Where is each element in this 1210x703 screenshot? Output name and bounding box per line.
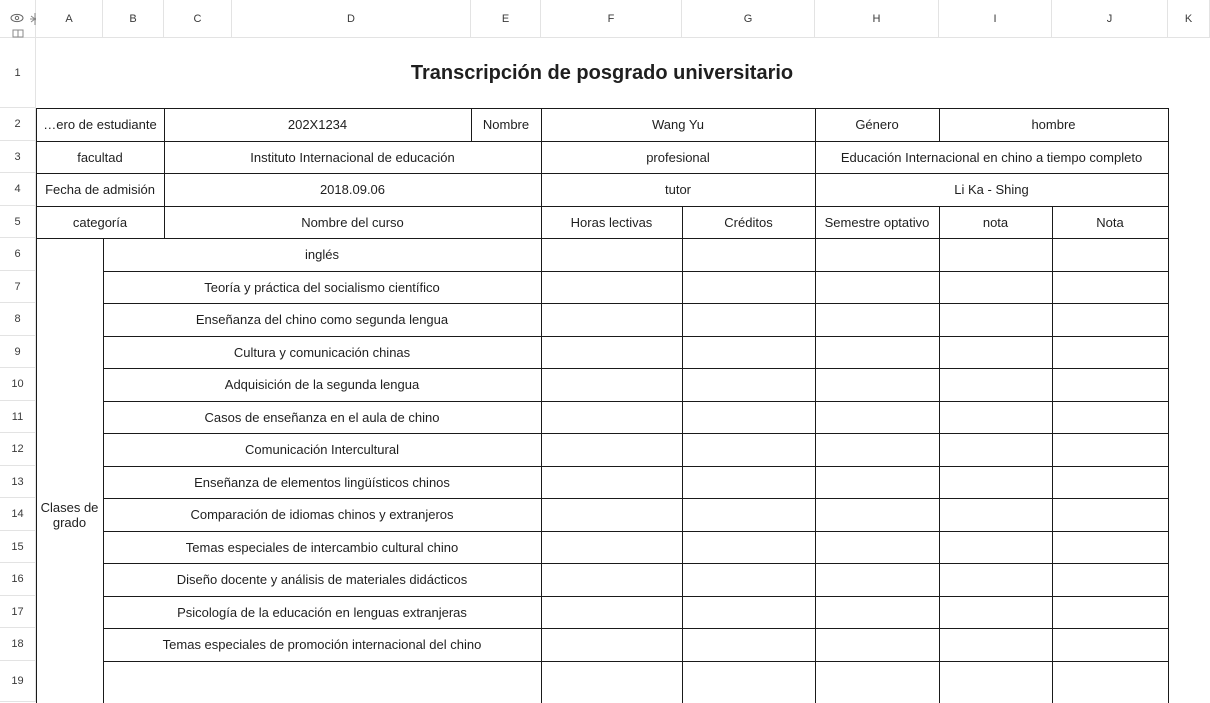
header-category[interactable]: categoría — [72, 214, 128, 230]
course-semester-cell[interactable] — [815, 368, 939, 401]
course-semester-cell[interactable] — [815, 661, 939, 702]
course-credits-cell[interactable] — [682, 531, 815, 563]
row-header-2[interactable]: 2 — [0, 108, 36, 141]
row-header-1[interactable]: 1 — [0, 38, 36, 108]
course-grade-cell[interactable] — [939, 336, 1052, 368]
course-grade-cell[interactable] — [939, 563, 1052, 596]
row-header-18[interactable]: 18 — [0, 628, 36, 661]
course-semester-cell[interactable] — [815, 303, 939, 336]
border-line — [939, 206, 940, 703]
column-header-c[interactable]: C — [164, 0, 232, 38]
border-line — [36, 238, 1169, 239]
course-credits-cell[interactable] — [682, 401, 815, 433]
border-line — [541, 108, 542, 703]
student-number-label[interactable]: …ero de estudiante — [43, 117, 157, 132]
course-name-cell[interactable]: Enseñanza del chino como segunda lengua — [195, 312, 449, 327]
border-line — [103, 368, 1169, 369]
header-course[interactable]: Nombre del curso — [301, 214, 404, 230]
course-grade-final-cell[interactable] — [1052, 336, 1168, 368]
course-grade-final-cell[interactable] — [1052, 368, 1168, 401]
border-line — [103, 466, 1169, 467]
course-grade-cell[interactable] — [939, 303, 1052, 336]
row-header-3[interactable]: 3 — [0, 141, 36, 173]
course-hours-cell[interactable] — [541, 368, 682, 401]
border-line — [103, 336, 1169, 337]
row-header-4[interactable]: 4 — [0, 173, 36, 206]
border-line — [103, 433, 1169, 434]
row-header-10[interactable]: 10 — [0, 368, 36, 401]
border-line — [1052, 206, 1053, 703]
course-credits-cell[interactable] — [682, 498, 815, 531]
course-name-cell[interactable]: Temas especiales de promoción internacional del chino — [162, 637, 482, 652]
course-grade-final-cell[interactable] — [1052, 401, 1168, 433]
course-hours-cell[interactable] — [541, 563, 682, 596]
title-cell[interactable]: Transcripción de posgrado universitario — [410, 61, 794, 84]
course-name-cell[interactable]: Comunicación Intercultural — [245, 442, 399, 457]
student-number-value[interactable]: 202X1234 — [287, 117, 348, 132]
course-hours-cell[interactable] — [541, 238, 682, 271]
border-line — [471, 108, 472, 142]
course-grade-cell[interactable] — [939, 498, 1052, 531]
border-line — [164, 108, 165, 239]
course-credits-cell[interactable] — [682, 661, 815, 702]
border-line — [103, 238, 104, 703]
name-value[interactable]: Wang Yu — [651, 117, 705, 132]
course-hours-cell[interactable] — [541, 401, 682, 433]
course-grade-cell[interactable] — [939, 433, 1052, 466]
border-line — [682, 206, 683, 703]
admission-label[interactable]: Fecha de admisión — [45, 182, 155, 197]
course-grade-cell[interactable] — [939, 401, 1052, 433]
course-name-cell[interactable]: Cultura y comunicación chinas — [233, 344, 411, 360]
course-semester-cell[interactable] — [815, 466, 939, 498]
freeze-rows-icon[interactable] — [12, 29, 24, 38]
course-hours-cell[interactable] — [541, 271, 682, 303]
course-credits-cell[interactable] — [682, 368, 815, 401]
course-name-cell[interactable]: Adquisición de la segunda lengua — [224, 377, 420, 392]
border-line — [103, 661, 1169, 662]
course-credits-cell[interactable] — [682, 628, 815, 661]
course-grade-final-cell[interactable] — [1052, 238, 1168, 271]
header-semester[interactable]: Semestre optativo — [824, 214, 930, 230]
course-name-cell[interactable]: Casos de enseñanza en el aula de chino — [204, 409, 440, 425]
row-header-15[interactable]: 15 — [0, 531, 36, 563]
course-semester-cell[interactable] — [815, 271, 939, 303]
course-hours-cell[interactable] — [541, 303, 682, 336]
faculty-value[interactable]: Instituto Internacional de educación — [250, 149, 455, 165]
tutor-value[interactable]: Li Ka - Shing — [954, 182, 1029, 197]
course-name-cell[interactable]: Comparación de idiomas chinos y extranjeros — [190, 507, 454, 522]
course-name-cell[interactable]: inglés — [305, 247, 339, 262]
course-credits-cell[interactable] — [682, 466, 815, 498]
course-hours-cell[interactable] — [541, 531, 682, 563]
row-header-13[interactable]: 13 — [0, 466, 36, 498]
row-header-19[interactable]: 19 — [0, 661, 36, 702]
tutor-label[interactable]: tutor — [664, 182, 691, 197]
border-line — [103, 531, 1169, 532]
column-header-g[interactable]: G — [682, 0, 815, 38]
course-grade-final-cell[interactable] — [1052, 433, 1168, 466]
course-grade-final-cell[interactable] — [1052, 466, 1168, 498]
gender-value[interactable]: hombre — [1031, 117, 1076, 132]
course-credits-cell[interactable] — [682, 271, 815, 303]
course-credits-cell[interactable] — [682, 336, 815, 368]
row-header-8[interactable]: 8 — [0, 303, 36, 336]
border-line — [36, 206, 1169, 207]
course-semester-cell[interactable] — [815, 531, 939, 563]
course-name-cell[interactable]: Teoría y práctica del socialismo científico — [204, 279, 440, 295]
category-cell[interactable]: Clases de grado — [40, 500, 99, 530]
course-hours-cell[interactable] — [541, 433, 682, 466]
column-header-j[interactable]: J — [1052, 0, 1168, 38]
course-grade-cell[interactable] — [939, 661, 1052, 702]
border-line — [1168, 108, 1169, 703]
header-grade[interactable]: nota — [982, 214, 1009, 230]
course-semester-cell[interactable] — [815, 498, 939, 531]
course-grade-final-cell[interactable] — [1052, 498, 1168, 531]
border-line — [103, 401, 1169, 402]
course-hours-cell[interactable] — [541, 466, 682, 498]
course-name-cell[interactable] — [103, 661, 541, 702]
course-hours-cell[interactable] — [541, 336, 682, 368]
course-name-cell[interactable]: Psicología de la educación en lenguas extranjeras — [177, 604, 467, 620]
course-grade-cell[interactable] — [939, 238, 1052, 271]
course-credits-cell[interactable] — [682, 596, 815, 628]
column-header-b[interactable]: B — [103, 0, 164, 38]
border-line — [36, 108, 37, 703]
course-hours-cell[interactable] — [541, 498, 682, 531]
course-semester-cell[interactable] — [815, 628, 939, 661]
border-line — [103, 303, 1169, 304]
course-grade-final-cell[interactable] — [1052, 303, 1168, 336]
border-line — [103, 498, 1169, 499]
course-hours-cell[interactable] — [541, 596, 682, 628]
course-grade-cell[interactable] — [939, 628, 1052, 661]
course-grade-cell[interactable] — [939, 466, 1052, 498]
column-header-k[interactable]: K — [1168, 0, 1210, 38]
course-grade-final-cell[interactable] — [1052, 661, 1168, 702]
row-header-11[interactable]: 11 — [0, 401, 36, 433]
course-grade-final-cell[interactable] — [1052, 596, 1168, 628]
course-credits-cell[interactable] — [682, 433, 815, 466]
row-header-6[interactable]: 6 — [0, 238, 36, 271]
header-hours[interactable]: Horas lectivas — [570, 214, 653, 230]
row-header-17[interactable]: 17 — [0, 596, 36, 628]
admission-value[interactable]: 2018.09.06 — [319, 182, 386, 197]
border-line — [939, 108, 940, 142]
faculty-label[interactable]: facultad — [77, 149, 123, 165]
column-header-f[interactable]: F — [541, 0, 682, 38]
course-name-cell[interactable]: Diseño docente y análisis de materiales didácticos — [176, 572, 468, 587]
course-grade-final-cell[interactable] — [1052, 271, 1168, 303]
row-header-16[interactable]: 16 — [0, 563, 36, 596]
gender-label[interactable]: Género — [855, 117, 899, 132]
course-credits-cell[interactable] — [682, 563, 815, 596]
row-header-9[interactable]: 9 — [0, 336, 36, 368]
border-line — [103, 563, 1169, 564]
course-grade-cell[interactable] — [939, 596, 1052, 628]
row-header-7[interactable]: 7 — [0, 271, 36, 303]
column-header-d[interactable]: D — [232, 0, 471, 38]
column-header-h[interactable]: H — [815, 0, 939, 38]
column-header-e[interactable]: E — [471, 0, 541, 38]
border-line — [815, 108, 816, 703]
course-semester-cell[interactable] — [815, 336, 939, 368]
course-semester-cell[interactable] — [815, 563, 939, 596]
course-semester-cell[interactable] — [815, 401, 939, 433]
course-semester-cell[interactable] — [815, 596, 939, 628]
header-grade-final[interactable]: Nota — [1096, 214, 1124, 230]
major-value[interactable]: Educación Internacional en chino a tiempo completo — [840, 149, 1143, 165]
course-semester-cell[interactable] — [815, 433, 939, 466]
select-all-corner[interactable] — [0, 0, 36, 38]
course-credits-cell[interactable] — [682, 303, 815, 336]
course-semester-cell[interactable] — [815, 238, 939, 271]
border-line — [36, 108, 1169, 109]
border-line — [103, 271, 1169, 272]
row-header-14[interactable]: 14 — [0, 498, 36, 531]
course-grade-cell[interactable] — [939, 368, 1052, 401]
border-line — [36, 173, 1169, 174]
row-header-12[interactable]: 12 — [0, 433, 36, 466]
course-grade-final-cell[interactable] — [1052, 563, 1168, 596]
row-header-5[interactable]: 5 — [0, 206, 36, 238]
course-hours-cell[interactable] — [541, 661, 682, 702]
course-grade-final-cell[interactable] — [1052, 628, 1168, 661]
course-credits-cell[interactable] — [682, 238, 815, 271]
column-header-a[interactable]: A — [36, 0, 103, 38]
course-grade-final-cell[interactable] — [1052, 531, 1168, 563]
border-line — [36, 141, 1169, 142]
header-credits[interactable]: Créditos — [724, 214, 773, 230]
course-hours-cell[interactable] — [541, 628, 682, 661]
border-line — [103, 628, 1169, 629]
eye-icon[interactable] — [10, 13, 24, 23]
column-header-i[interactable]: I — [939, 0, 1052, 38]
border-line — [103, 596, 1169, 597]
major-label[interactable]: profesional — [646, 149, 710, 165]
course-name-cell[interactable]: Temas especiales de intercambio cultural chino — [185, 539, 459, 555]
name-label[interactable]: Nombre — [482, 117, 530, 132]
course-grade-cell[interactable] — [939, 531, 1052, 563]
course-grade-cell[interactable] — [939, 271, 1052, 303]
course-name-cell[interactable]: Enseñanza de elementos lingüísticos chinos — [194, 474, 450, 490]
